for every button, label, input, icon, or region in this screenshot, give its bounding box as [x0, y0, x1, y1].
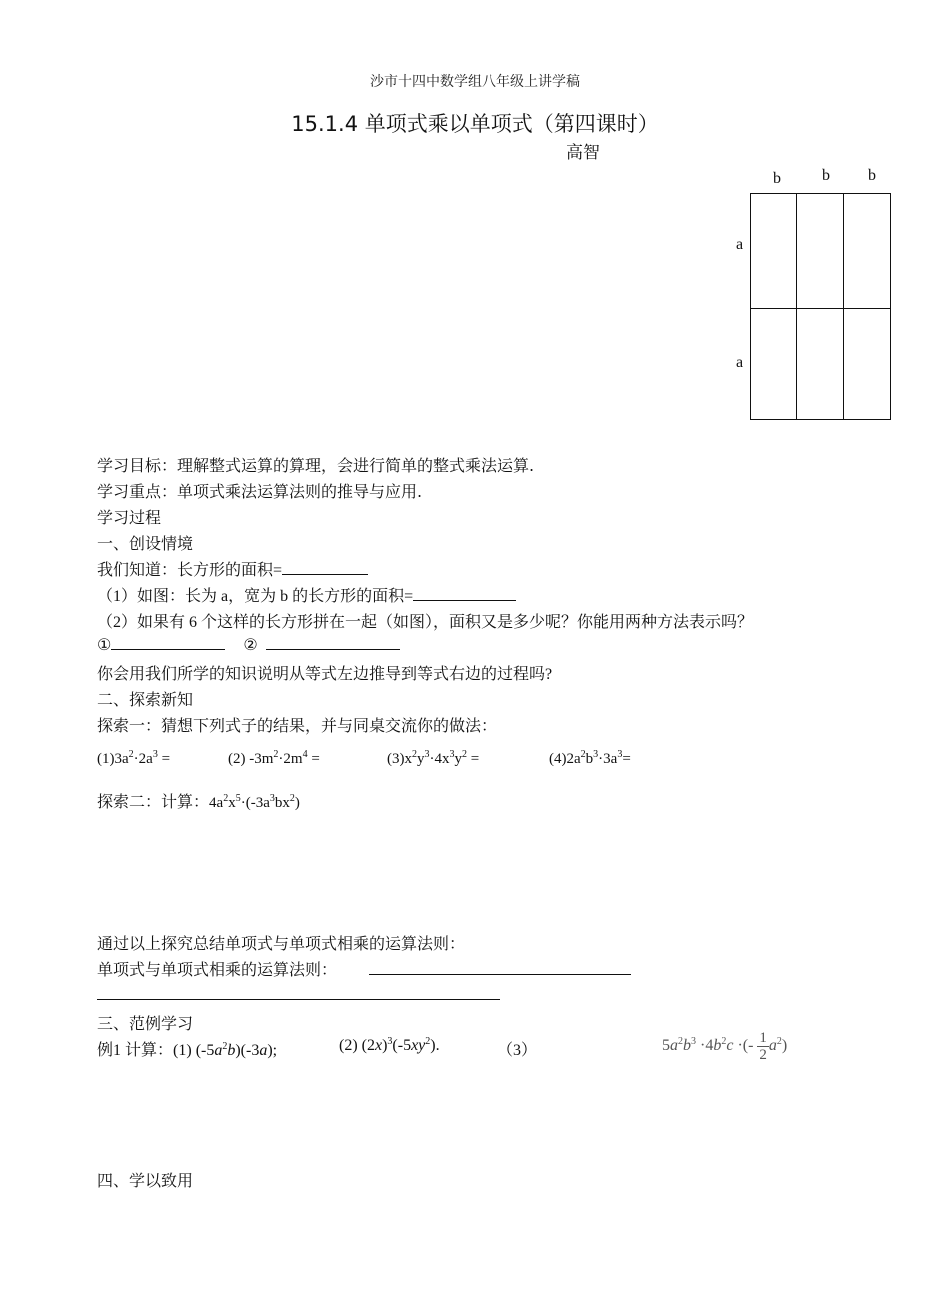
section1-heading: 一、创设情境: [97, 534, 194, 553]
example1-line: [97, 1037, 277, 1060]
example-expr-3: $5a^2b^3 \cdot 4b^2c$ ·(- $\frac{1}{2}$ $a^2$): [662, 1029, 788, 1063]
explore1-item-2: (2) $-3m^2\cdot 2m^4$ =: [228, 749, 320, 767]
explore1-label: 探索一: [97, 716, 146, 735]
explore1-item-1: $(1)3a^2\cdot 2a^3$ =: [97, 749, 171, 767]
answer-blank[interactable]: [413, 586, 516, 601]
grid-line-v1: [796, 194, 797, 419]
explore2-text: ：计算：: [145, 794, 210, 811]
explore1-item-3: $(3)x^2y^3\cdot 4x^3y^2$ =: [387, 749, 480, 767]
example-text: 1 计算：(1): [113, 1042, 196, 1059]
figure-label-b3: b: [868, 167, 876, 184]
known-line: [97, 557, 368, 580]
circle-one: ①: [97, 637, 112, 654]
explore1-line: [97, 713, 497, 736]
figure-label-b2: b: [822, 167, 830, 184]
learning-process: 学习过程: [97, 508, 162, 527]
author: 高智: [566, 143, 600, 163]
rule-text: 单项式与单项式相乘的运算法则：: [97, 962, 338, 979]
explore2-expression: $4a^2x^5\cdot(-3a^3bx^2)$: [209, 793, 300, 811]
summary-text: 通过以上探究总结单项式与单项式相乘的运算法则：: [97, 936, 466, 953]
explore2-line: [97, 789, 300, 812]
rectangle-grid-figure: [750, 193, 891, 420]
rule-answer-line[interactable]: [369, 974, 631, 975]
example-expr-1: $(-5a^2b)(-3a)$;: [195, 1041, 278, 1059]
example-expr-3-label: （3）: [497, 1042, 538, 1059]
section2-heading: 二、探索新知: [97, 690, 194, 709]
explore1-item-4: $(4)2a^2b^3\cdot 3a^3=$: [549, 749, 631, 767]
two-methods-line: [97, 635, 400, 655]
page-header: 沙市十四中数学组八年级上讲学稿: [370, 75, 580, 90]
answer-blank[interactable]: [111, 635, 225, 650]
known-text: 我们知道：长方形的面积=: [97, 562, 283, 579]
fraction-one-half: $\frac{1}{2}$: [759, 1029, 767, 1063]
answer-blank[interactable]: [282, 560, 368, 575]
question1-text: （1）如图：长为 a，宽为 b 的长方形的面积=: [97, 588, 414, 605]
section3-heading: 三、范例学习: [97, 1014, 194, 1033]
example-label: 例: [97, 1040, 114, 1059]
example-expr-2: (2) $(2x)^3(-5xy^2)$.: [339, 1036, 440, 1054]
question3-text: 你会用我们所学的知识说明从等式左边推导到等式右边的过程吗?: [97, 666, 553, 683]
explore2-label: 探索二: [97, 792, 146, 811]
figure-label-a1: a: [736, 236, 744, 253]
circle-two: ②: [243, 637, 258, 654]
answer-blank[interactable]: [266, 635, 400, 650]
learning-goal: 学习目标：理解整式运算的算理，会进行简单的整式乘法运算.: [97, 456, 535, 475]
page-title: 15.1.4 单项式乘以单项式（第四课时）: [291, 112, 659, 136]
learning-focus: 学习重点：单项式乘法运算法则的推导与应用.: [97, 482, 423, 501]
grid-line-v2: [843, 194, 844, 419]
grid-line-h1: [751, 308, 890, 309]
question1-line: [97, 583, 516, 606]
section4-heading: 四、学以致用: [97, 1171, 194, 1190]
figure-label-a2: a: [736, 354, 744, 371]
question2-text: （2）如果有 6 个这样的长方形拼在一起（如图），面积又是多少呢？你能用两种方法表示吗？: [97, 614, 754, 631]
rule-answer-line-2[interactable]: [97, 999, 500, 1000]
figure-label-b1: b: [773, 170, 781, 187]
explore1-text: ：猜想下列式子的结果，并与同桌交流你的做法：: [145, 718, 498, 735]
